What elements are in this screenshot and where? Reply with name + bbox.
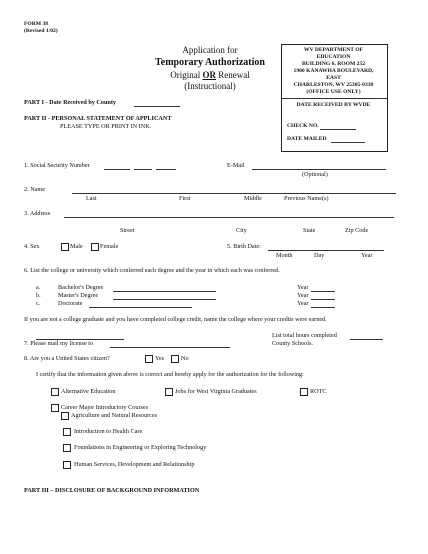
health-label: Introduction to Health Care xyxy=(74,428,143,435)
wvde-line5: EAST xyxy=(326,75,341,81)
total-hours-field[interactable] xyxy=(350,339,383,340)
birth-month: Month xyxy=(276,252,293,259)
name-field[interactable] xyxy=(72,193,396,194)
title-line1: Application for xyxy=(182,45,238,55)
wvde-line1: WV DEPARTMENT OF xyxy=(303,47,364,53)
agri-checkbox[interactable] xyxy=(61,412,69,420)
rotc-label: ROTC xyxy=(310,388,327,395)
part2-label: PART II - PERSONAL STATEMENT OF APPLICANT xyxy=(24,115,172,122)
human-checkbox[interactable] xyxy=(63,461,71,469)
address-field[interactable] xyxy=(64,217,394,218)
total-hours-label: List total hours completed xyxy=(272,332,337,339)
birth-year: Year xyxy=(361,252,373,259)
master-year-field[interactable] xyxy=(311,299,335,300)
name-previous: Previous Name(s) xyxy=(284,195,329,202)
foundations-label: Foundations in Engineering or Exploring Technology xyxy=(74,444,207,451)
check-no-line[interactable] xyxy=(320,129,356,130)
address-street: Street xyxy=(120,227,135,234)
form-revised: (Revised 1/02) xyxy=(24,28,58,34)
degree-key-a: a. xyxy=(36,284,41,291)
ssn-label: 1. Social Security Number xyxy=(24,162,90,169)
career-checkbox[interactable] xyxy=(51,404,59,412)
career-label: Career Major Introductory Courses xyxy=(61,404,149,411)
degree-bachelor: Bachelor's Degree xyxy=(58,284,104,291)
birth-day: Day xyxy=(314,252,325,259)
wvde-check-no: CHECK NO. xyxy=(287,123,319,129)
foundations-checkbox[interactable] xyxy=(63,444,71,452)
part1-date-line[interactable] xyxy=(134,106,180,107)
birth-date-field[interactable] xyxy=(268,250,384,251)
female-checkbox[interactable] xyxy=(91,243,99,251)
bachelor-field[interactable] xyxy=(113,291,216,292)
not-grad-text: If you are not a college graduate and you have completed college credit, name the college where your credits were earned. xyxy=(24,316,327,323)
male-label: Male xyxy=(70,243,83,250)
title-line2: Temporary Authorization xyxy=(155,57,265,68)
name-middle: Middle xyxy=(244,195,262,202)
alt-ed-label: Alternative Education xyxy=(61,388,116,395)
male-checkbox[interactable] xyxy=(61,243,69,251)
master-year-label: Year xyxy=(297,292,309,299)
citizen-label: 8. Are you a United States citizen? xyxy=(24,355,110,362)
ssn-field-1[interactable] xyxy=(104,169,130,170)
citizen-yes-checkbox[interactable] xyxy=(145,355,153,363)
rotc-checkbox[interactable] xyxy=(300,388,308,396)
title-line4: (Instructional) xyxy=(184,81,236,91)
address-label: 3. Address xyxy=(24,210,51,217)
date-mailed-line[interactable] xyxy=(331,142,365,143)
email-field[interactable] xyxy=(252,169,386,170)
jobs-label: Jobs for West Virginia Graduates xyxy=(175,388,257,395)
wvde-date-received: DATE RECEIVED BY WVDE xyxy=(296,102,371,108)
wvde-line7: (OFFICE USE ONLY) xyxy=(306,89,361,95)
degree-master: Master's Degree xyxy=(58,292,99,299)
ssn-field-2[interactable] xyxy=(134,169,152,170)
wvde-date-mailed: DATE MAILED xyxy=(287,136,327,142)
county-schools-label: County Schools. xyxy=(272,340,313,347)
wvde-line6: CHARLESTON, WV 25305-0330 xyxy=(293,82,374,88)
degree-key-b: b. xyxy=(36,292,41,299)
sex-label: 4. Sex xyxy=(24,243,40,250)
degree-doctorate: Doctorate xyxy=(58,300,83,307)
mail-license-field[interactable] xyxy=(110,347,230,348)
citizen-yes-label: Yes xyxy=(155,355,165,362)
mail-license-label: 7. Please mail my license to xyxy=(24,340,94,347)
jobs-checkbox[interactable] xyxy=(165,388,173,396)
master-field[interactable] xyxy=(113,299,216,300)
name-label: 2. Name xyxy=(24,186,45,193)
address-zip: Zip Code xyxy=(345,227,369,234)
doctorate-year-field[interactable] xyxy=(311,307,335,308)
agri-label: Agriculture and Natural Resources xyxy=(71,412,158,419)
citizen-no-label: No xyxy=(181,355,189,362)
part1-label: PART I - Date Received by County xyxy=(24,99,117,106)
part2-instruction: PLEASE TYPE OR PRINT IN INK. xyxy=(60,123,152,130)
alt-ed-checkbox[interactable] xyxy=(51,388,59,396)
bachelor-year-field[interactable] xyxy=(311,291,335,292)
citizen-no-checkbox[interactable] xyxy=(171,355,179,363)
bachelor-year-label: Year xyxy=(297,284,309,291)
email-optional: (Optional) xyxy=(302,171,328,178)
q6-label: 6. List the college or university which conferred each degree and the year in which each was conferred. xyxy=(24,267,280,274)
wvde-divider xyxy=(281,98,387,99)
doctorate-field[interactable] xyxy=(89,307,192,308)
wvde-line2: EDUCATION xyxy=(316,54,351,60)
certify-text: I certify that the information given above is correct and hereby apply for the authorization for the following: xyxy=(36,371,304,378)
human-label: Human Services, Development and Relationship xyxy=(74,461,195,468)
title-line3: Original OR Renewal xyxy=(170,70,250,80)
birth-date-label: 5. Birth Date: xyxy=(227,243,261,250)
doctorate-year-label: Year xyxy=(297,300,309,307)
female-label: Female xyxy=(100,243,119,250)
degree-key-c: c. xyxy=(36,300,41,307)
part3-label: PART III – DISCLOSURE OF BACKGROUND INFORMATION xyxy=(24,487,200,494)
wvde-line3: BUILDING 6, ROOM 252 xyxy=(301,61,366,67)
ssn-field-3[interactable] xyxy=(156,169,176,170)
name-first: First xyxy=(179,195,191,202)
address-city: City xyxy=(236,227,247,234)
email-label: E-Mail xyxy=(227,162,245,169)
name-last: Last xyxy=(86,195,97,202)
health-checkbox[interactable] xyxy=(63,428,71,436)
address-state: State xyxy=(303,227,316,234)
wvde-line4: 1900 KANAWHA BOULEVARD, xyxy=(293,68,374,74)
form-number: FORM 38 xyxy=(24,21,49,27)
